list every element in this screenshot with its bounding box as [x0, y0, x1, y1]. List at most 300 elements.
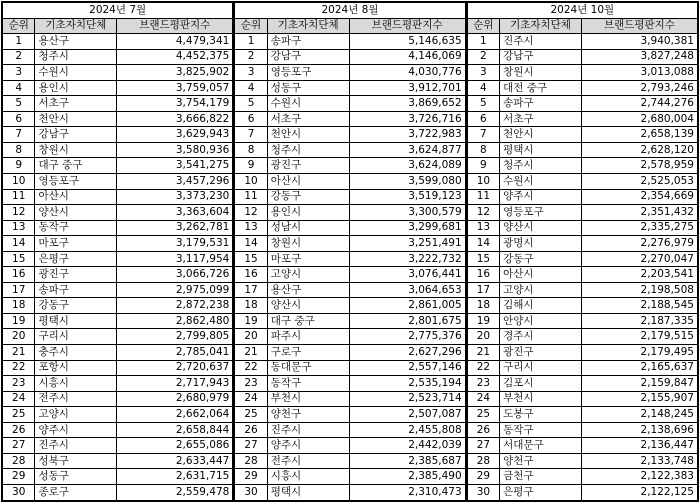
municipality-cell: 시흥시 — [35, 376, 117, 392]
column-header-row — [467, 18, 698, 34]
brand-index-cell: 2,744,276 — [581, 96, 698, 112]
table-row — [234, 127, 465, 143]
municipality-cell: 포항시 — [35, 360, 117, 376]
municipality-cell: 동작구 — [500, 422, 582, 438]
brand-index-cell: 3,013,088 — [581, 65, 698, 81]
table-row — [467, 453, 698, 469]
table-row — [467, 174, 698, 190]
brand-index-cell: 3,363,604 — [117, 205, 234, 221]
brand-index-cell: 2,138,696 — [581, 422, 698, 438]
table-row — [234, 111, 465, 127]
brand-index-cell: 2,525,053 — [581, 174, 698, 190]
rank-cell: 4 — [234, 80, 267, 96]
rank-cell: 9 — [234, 158, 267, 174]
rank-cell: 16 — [2, 267, 35, 283]
table-row — [467, 189, 698, 205]
rank-cell: 6 — [467, 111, 500, 127]
municipality-header: 기초자치단체 — [267, 18, 349, 34]
table-row — [467, 251, 698, 267]
table-row — [234, 142, 465, 158]
rank-cell: 30 — [2, 484, 35, 500]
municipality-cell: 서초구 — [267, 111, 349, 127]
table-row — [234, 422, 465, 438]
municipality-cell: 강남구 — [267, 49, 349, 65]
table-row — [234, 391, 465, 407]
rank-cell: 2 — [467, 49, 500, 65]
ranking-table-2 — [233, 1, 466, 502]
municipality-cell: 평택시 — [267, 484, 349, 500]
municipality-cell: 양주시 — [500, 189, 582, 205]
table-row — [467, 282, 698, 298]
table-row — [467, 220, 698, 236]
municipality-cell: 강동구 — [267, 189, 349, 205]
municipality-cell: 수원시 — [267, 96, 349, 112]
rank-cell: 2 — [234, 49, 267, 65]
municipality-cell: 서대문구 — [500, 438, 582, 454]
rank-cell: 29 — [234, 469, 267, 485]
brand-index-cell: 2,385,687 — [349, 453, 466, 469]
rank-cell: 17 — [467, 282, 500, 298]
table-row — [467, 298, 698, 314]
brand-index-cell: 2,628,120 — [581, 142, 698, 158]
table-row — [234, 438, 465, 454]
municipality-cell: 양산시 — [500, 220, 582, 236]
rank-cell: 7 — [467, 127, 500, 143]
rank-cell: 3 — [467, 65, 500, 81]
brand-index-cell: 2,165,637 — [581, 360, 698, 376]
municipality-cell: 강동구 — [35, 298, 117, 314]
brand-index-cell: 2,535,194 — [349, 376, 466, 392]
municipality-cell: 시흥시 — [267, 469, 349, 485]
municipality-cell: 고양시 — [500, 282, 582, 298]
period-title: 2024년 10월 — [467, 2, 698, 18]
brand-index-cell: 3,299,681 — [349, 220, 466, 236]
rank-cell: 21 — [234, 345, 267, 361]
rank-cell: 25 — [234, 407, 267, 423]
rank-cell: 1 — [467, 34, 500, 50]
table-row — [234, 251, 465, 267]
table-row — [234, 469, 465, 485]
rank-cell: 12 — [2, 205, 35, 221]
table-row — [2, 345, 233, 361]
municipality-cell: 경주시 — [500, 329, 582, 345]
municipality-cell: 구로구 — [267, 345, 349, 361]
municipality-cell: 천안시 — [500, 127, 582, 143]
ranking-table-1 — [1, 1, 234, 502]
rank-cell: 9 — [2, 158, 35, 174]
rank-cell: 20 — [2, 329, 35, 345]
municipality-cell: 김포시 — [500, 376, 582, 392]
municipality-cell: 양천구 — [267, 407, 349, 423]
brand-index-cell: 3,076,441 — [349, 267, 466, 283]
municipality-cell: 부천시 — [500, 391, 582, 407]
table-row — [467, 65, 698, 81]
table-row — [467, 345, 698, 361]
municipality-cell: 아산시 — [500, 267, 582, 283]
municipality-cell: 아산시 — [267, 174, 349, 190]
table-row — [2, 142, 233, 158]
brand-index-cell: 2,631,715 — [117, 469, 234, 485]
table-row — [2, 422, 233, 438]
brand-index-header: 브랜드평판지수 — [349, 18, 466, 34]
rank-cell: 23 — [467, 376, 500, 392]
brand-index-cell: 2,557,146 — [349, 360, 466, 376]
municipality-cell: 금천구 — [500, 469, 582, 485]
brand-index-cell: 3,624,089 — [349, 158, 466, 174]
brand-index-cell: 2,717,943 — [117, 376, 234, 392]
municipality-cell: 고양시 — [35, 407, 117, 423]
brand-index-header: 브랜드평판지수 — [117, 18, 234, 34]
brand-index-cell: 2,310,473 — [349, 484, 466, 500]
rank-cell: 21 — [467, 345, 500, 361]
municipality-cell: 양산시 — [35, 205, 117, 221]
rank-cell: 4 — [467, 80, 500, 96]
table-row — [467, 313, 698, 329]
rank-cell: 21 — [2, 345, 35, 361]
municipality-cell: 진주시 — [35, 438, 117, 454]
rank-cell: 20 — [467, 329, 500, 345]
municipality-cell: 부천시 — [267, 391, 349, 407]
brand-index-cell: 3,827,248 — [581, 49, 698, 65]
table-row — [2, 205, 233, 221]
rank-cell: 26 — [2, 422, 35, 438]
table-row — [234, 407, 465, 423]
municipality-cell: 용인시 — [267, 205, 349, 221]
table-row — [467, 469, 698, 485]
brand-index-cell: 2,775,376 — [349, 329, 466, 345]
table-row — [467, 438, 698, 454]
brand-index-cell: 2,122,125 — [581, 484, 698, 500]
municipality-cell: 동대문구 — [267, 360, 349, 376]
rank-cell: 25 — [2, 407, 35, 423]
rank-cell: 26 — [467, 422, 500, 438]
period-header-row — [234, 2, 465, 18]
table-row — [234, 205, 465, 221]
rank-cell: 17 — [234, 282, 267, 298]
rank-cell: 5 — [467, 96, 500, 112]
municipality-cell: 구리시 — [500, 360, 582, 376]
municipality-cell: 진주시 — [500, 34, 582, 50]
brand-index-cell: 3,624,877 — [349, 142, 466, 158]
rank-cell: 13 — [467, 220, 500, 236]
brand-index-cell: 2,148,245 — [581, 407, 698, 423]
table-row — [467, 34, 698, 50]
brand-index-cell: 4,146,069 — [349, 49, 466, 65]
brand-index-cell: 2,385,490 — [349, 469, 466, 485]
municipality-cell: 광진구 — [267, 158, 349, 174]
period-header-row — [2, 2, 233, 18]
rank-cell: 8 — [2, 142, 35, 158]
brand-index-cell: 2,276,979 — [581, 236, 698, 252]
rank-cell: 24 — [2, 391, 35, 407]
brand-index-cell: 3,300,579 — [349, 205, 466, 221]
rank-cell: 22 — [2, 360, 35, 376]
table-row — [234, 329, 465, 345]
rank-cell: 4 — [2, 80, 35, 96]
rank-cell: 15 — [234, 251, 267, 267]
table-row — [234, 174, 465, 190]
brand-index-cell: 2,559,478 — [117, 484, 234, 500]
brand-index-cell: 2,658,139 — [581, 127, 698, 143]
rank-cell: 6 — [2, 111, 35, 127]
brand-index-header: 브랜드평판지수 — [581, 18, 698, 34]
municipality-cell: 광진구 — [35, 267, 117, 283]
rank-header: 순위 — [234, 18, 267, 34]
rank-cell: 14 — [467, 236, 500, 252]
rank-cell: 1 — [2, 34, 35, 50]
rank-cell: 10 — [234, 174, 267, 190]
municipality-cell: 대구 중구 — [267, 313, 349, 329]
rank-cell: 2 — [2, 49, 35, 65]
municipality-cell: 천안시 — [35, 111, 117, 127]
municipality-header: 기초자치단체 — [35, 18, 117, 34]
brand-index-cell: 3,541,275 — [117, 158, 234, 174]
rank-cell: 15 — [467, 251, 500, 267]
brand-index-cell: 4,452,375 — [117, 49, 234, 65]
table-row — [2, 220, 233, 236]
municipality-cell: 은평구 — [35, 251, 117, 267]
table-row — [2, 189, 233, 205]
rank-cell: 13 — [234, 220, 267, 236]
table-row — [234, 376, 465, 392]
rank-cell: 22 — [467, 360, 500, 376]
table-row — [467, 127, 698, 143]
municipality-cell: 평택시 — [500, 142, 582, 158]
municipality-cell: 영등포구 — [35, 174, 117, 190]
rank-cell: 18 — [467, 298, 500, 314]
rank-cell: 16 — [234, 267, 267, 283]
rank-cell: 25 — [467, 407, 500, 423]
rank-cell: 26 — [234, 422, 267, 438]
municipality-cell: 성남시 — [267, 220, 349, 236]
municipality-cell: 수원시 — [35, 65, 117, 81]
brand-index-cell: 2,680,004 — [581, 111, 698, 127]
brand-index-cell: 2,122,383 — [581, 469, 698, 485]
brand-index-cell: 3,373,230 — [117, 189, 234, 205]
brand-index-cell: 2,133,748 — [581, 453, 698, 469]
municipality-cell: 용산구 — [267, 282, 349, 298]
brand-index-cell: 3,519,123 — [349, 189, 466, 205]
brand-index-cell: 2,351,432 — [581, 205, 698, 221]
table-row — [234, 189, 465, 205]
table-row — [467, 49, 698, 65]
table-row — [2, 438, 233, 454]
table-row — [2, 127, 233, 143]
rank-cell: 10 — [467, 174, 500, 190]
municipality-cell: 김해시 — [500, 298, 582, 314]
rank-cell: 7 — [2, 127, 35, 143]
municipality-cell: 구리시 — [35, 329, 117, 345]
rank-cell: 11 — [234, 189, 267, 205]
municipality-cell: 양주시 — [267, 438, 349, 454]
period-header-row — [467, 2, 698, 18]
brand-index-cell: 3,179,531 — [117, 236, 234, 252]
brand-index-cell: 2,507,087 — [349, 407, 466, 423]
brand-index-cell: 3,869,652 — [349, 96, 466, 112]
brand-index-cell: 3,754,179 — [117, 96, 234, 112]
brand-index-cell: 2,159,847 — [581, 376, 698, 392]
table-row — [2, 65, 233, 81]
rank-cell: 5 — [234, 96, 267, 112]
table-row — [234, 484, 465, 500]
table-row — [2, 376, 233, 392]
municipality-cell: 대전 중구 — [500, 80, 582, 96]
rank-cell: 17 — [2, 282, 35, 298]
rank-cell: 7 — [234, 127, 267, 143]
municipality-cell: 양산시 — [267, 298, 349, 314]
rank-cell: 24 — [234, 391, 267, 407]
brand-index-cell: 2,578,959 — [581, 158, 698, 174]
brand-index-cell: 3,722,983 — [349, 127, 466, 143]
table-row — [467, 111, 698, 127]
municipality-cell: 광명시 — [500, 236, 582, 252]
municipality-cell: 송파구 — [500, 96, 582, 112]
brand-index-cell: 2,633,447 — [117, 453, 234, 469]
table-row — [234, 220, 465, 236]
rank-cell: 8 — [234, 142, 267, 158]
municipality-cell: 안양시 — [500, 313, 582, 329]
municipality-cell: 송파구 — [267, 34, 349, 50]
brand-index-cell: 3,457,296 — [117, 174, 234, 190]
table-row — [234, 236, 465, 252]
table-row — [467, 80, 698, 96]
ranking-table-3 — [466, 1, 699, 502]
brand-index-cell: 2,188,545 — [581, 298, 698, 314]
rank-cell: 11 — [467, 189, 500, 205]
rank-cell: 8 — [467, 142, 500, 158]
table-row — [2, 80, 233, 96]
rank-cell: 28 — [234, 453, 267, 469]
rank-cell: 28 — [467, 453, 500, 469]
brand-index-cell: 2,975,099 — [117, 282, 234, 298]
brand-index-cell: 3,666,822 — [117, 111, 234, 127]
brand-index-cell: 2,862,480 — [117, 313, 234, 329]
table-row — [2, 251, 233, 267]
municipality-cell: 동작구 — [35, 220, 117, 236]
municipality-cell: 강동구 — [500, 251, 582, 267]
brand-index-cell: 3,629,943 — [117, 127, 234, 143]
municipality-cell: 마포구 — [35, 236, 117, 252]
table-row — [467, 236, 698, 252]
municipality-cell: 성북구 — [35, 453, 117, 469]
table-row — [2, 96, 233, 112]
column-header-row — [234, 18, 465, 34]
rank-cell: 24 — [467, 391, 500, 407]
rank-cell: 14 — [234, 236, 267, 252]
column-header-row — [2, 18, 233, 34]
rank-cell: 18 — [234, 298, 267, 314]
table-row — [467, 407, 698, 423]
municipality-cell: 광진구 — [500, 345, 582, 361]
municipality-cell: 양천구 — [500, 453, 582, 469]
brand-index-cell: 3,912,701 — [349, 80, 466, 96]
rank-cell: 5 — [2, 96, 35, 112]
municipality-cell: 청주시 — [267, 142, 349, 158]
rank-cell: 19 — [467, 313, 500, 329]
municipality-cell: 용산구 — [35, 34, 117, 50]
rank-cell: 27 — [467, 438, 500, 454]
table-row — [234, 345, 465, 361]
brand-index-cell: 3,599,080 — [349, 174, 466, 190]
municipality-header: 기초자치단체 — [500, 18, 582, 34]
brand-index-cell: 2,187,335 — [581, 313, 698, 329]
brand-index-cell: 3,580,936 — [117, 142, 234, 158]
table-row — [467, 391, 698, 407]
rank-cell: 30 — [467, 484, 500, 500]
table-row — [2, 282, 233, 298]
brand-index-cell: 3,759,057 — [117, 80, 234, 96]
municipality-cell: 서초구 — [35, 96, 117, 112]
rank-cell: 22 — [234, 360, 267, 376]
rank-header: 순위 — [2, 18, 35, 34]
municipality-cell: 마포구 — [267, 251, 349, 267]
brand-index-cell: 4,030,776 — [349, 65, 466, 81]
brand-index-cell: 2,799,805 — [117, 329, 234, 345]
brand-index-cell: 4,479,341 — [117, 34, 234, 50]
rank-cell: 29 — [467, 469, 500, 485]
municipality-cell: 전주시 — [267, 453, 349, 469]
table-row — [467, 484, 698, 500]
table-row — [467, 267, 698, 283]
municipality-cell: 종로구 — [35, 484, 117, 500]
table-row — [2, 329, 233, 345]
rank-cell: 13 — [2, 220, 35, 236]
brand-index-cell: 2,720,637 — [117, 360, 234, 376]
rank-cell: 19 — [2, 313, 35, 329]
brand-index-cell: 3,222,732 — [349, 251, 466, 267]
table-row — [467, 422, 698, 438]
table-row — [2, 34, 233, 50]
rank-cell: 6 — [234, 111, 267, 127]
brand-index-cell: 2,179,515 — [581, 329, 698, 345]
table-row — [2, 267, 233, 283]
municipality-cell: 청주시 — [500, 158, 582, 174]
municipality-cell: 평택시 — [35, 313, 117, 329]
municipality-cell: 양주시 — [35, 422, 117, 438]
brand-index-cell: 2,872,238 — [117, 298, 234, 314]
rank-cell: 1 — [234, 34, 267, 50]
municipality-cell: 서초구 — [500, 111, 582, 127]
rank-cell: 19 — [234, 313, 267, 329]
brand-index-cell: 2,523,714 — [349, 391, 466, 407]
brand-index-cell: 2,662,064 — [117, 407, 234, 423]
table-row — [234, 313, 465, 329]
table-row — [467, 205, 698, 221]
rank-cell: 23 — [2, 376, 35, 392]
municipality-cell: 창원시 — [35, 142, 117, 158]
table-row — [234, 360, 465, 376]
table-row — [467, 96, 698, 112]
period-title: 2024년 7월 — [2, 2, 233, 18]
table-row — [234, 298, 465, 314]
municipality-cell: 고양시 — [267, 267, 349, 283]
ranking-tables — [1, 1, 699, 498]
municipality-cell: 전주시 — [35, 391, 117, 407]
brand-index-cell: 3,066,726 — [117, 267, 234, 283]
table-row — [234, 453, 465, 469]
municipality-cell: 창원시 — [500, 65, 582, 81]
table-row — [467, 158, 698, 174]
brand-index-cell: 2,801,675 — [349, 313, 466, 329]
period-title: 2024년 8월 — [234, 2, 465, 18]
table-row — [2, 407, 233, 423]
table-row — [234, 80, 465, 96]
rank-cell: 15 — [2, 251, 35, 267]
municipality-cell: 아산시 — [35, 189, 117, 205]
brand-index-cell: 2,793,246 — [581, 80, 698, 96]
rank-cell: 18 — [2, 298, 35, 314]
table-row — [2, 174, 233, 190]
